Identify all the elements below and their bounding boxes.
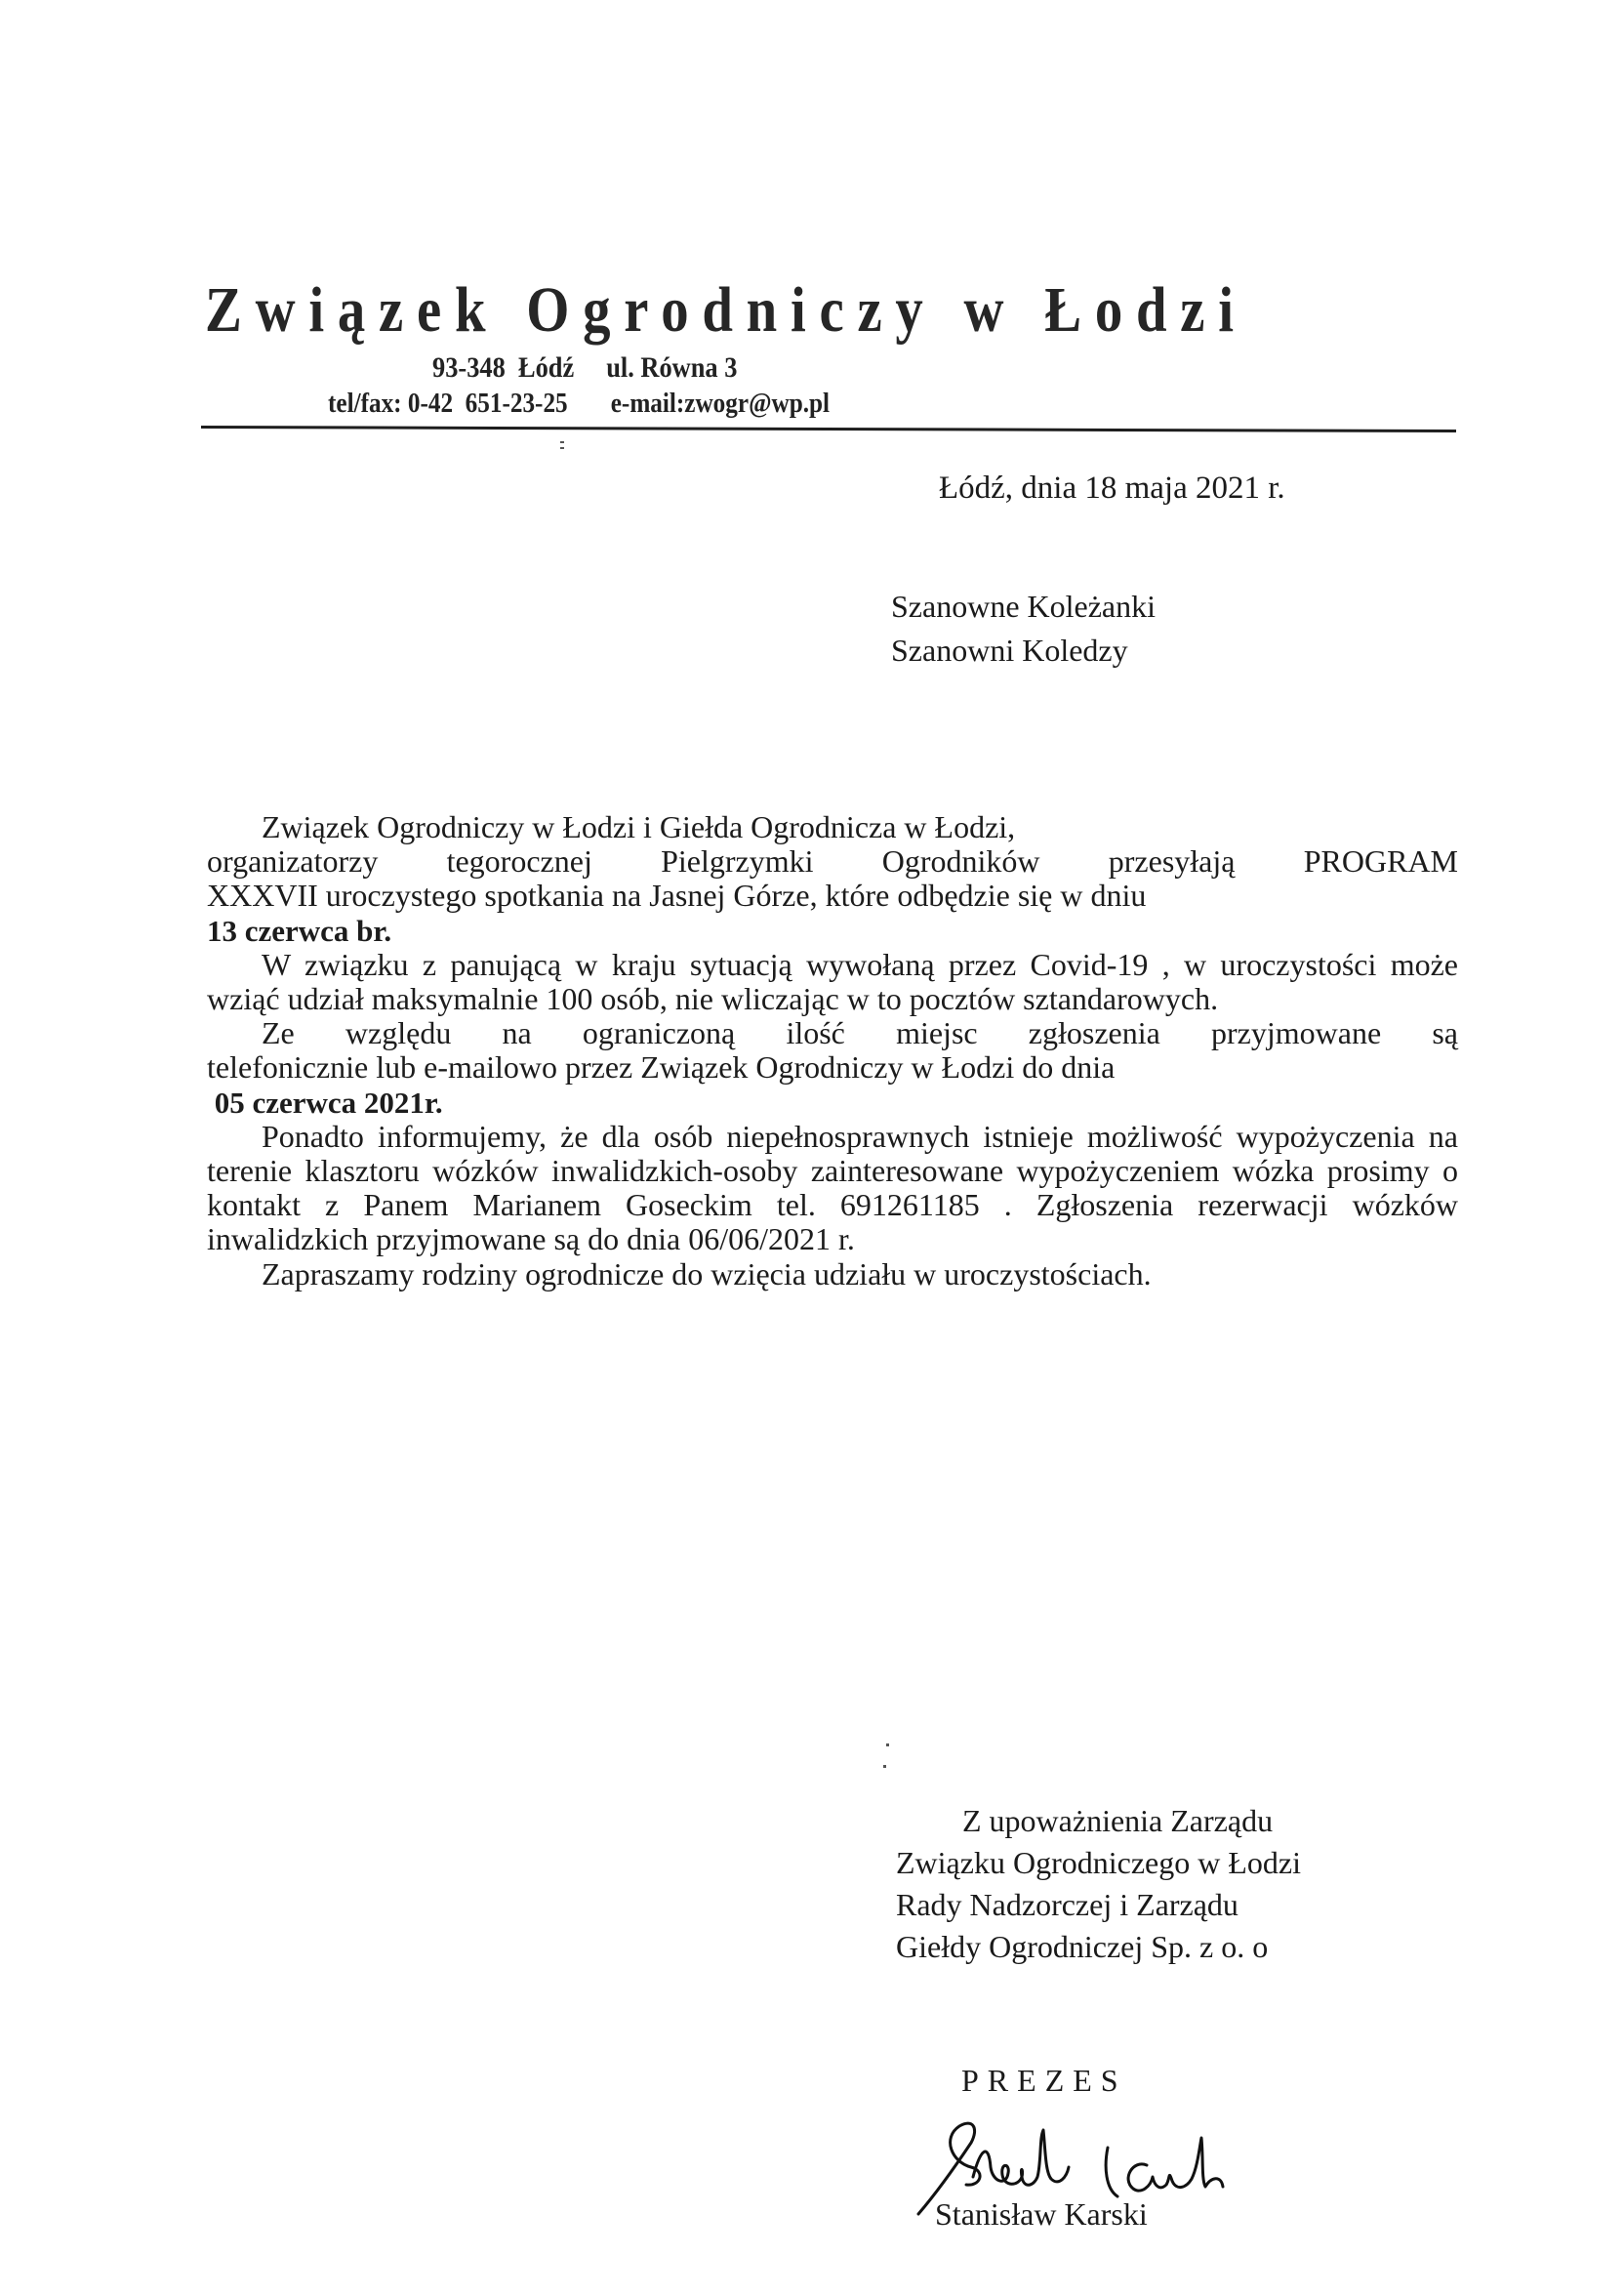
organization-contact: tel/fax: 0-42 651-23-25 e-mail:zwogr@wp.pl xyxy=(328,389,831,419)
registration-deadline: 05 czerwca 2021r. xyxy=(207,1085,443,1120)
closing-line: Rady Nadzorczej i Zarządu xyxy=(896,1887,1238,1922)
paragraph-wheelchairs: Ponadto informujemy, że dla osób niepełnosprawnych istnieje możliwość wypożyczenia na terenie klasztoru wózków inwalidzkich-osoby zainteresowane wypożyczeniem wózka prosimy o kontakt z Panem Marianem Goseckim tel. 691261185 . Zgłoszenia rezerwacji wózków inwalidzkich przyjmowane są do dnia 06/06/2021 r. xyxy=(207,1118,1458,1257)
closing-line: Z upoważnienia Zarządu xyxy=(962,1803,1274,1838)
body-line: Ze względu na ograniczoną ilość miejsc zgłoszenia przyjmowane są xyxy=(262,1015,1458,1051)
organization-address: 93-348 Łódź ul. Równa 3 xyxy=(432,351,738,384)
body-line: XXXVII uroczystego spotkania na Jasnej Górze, które odbędzie się w dniu xyxy=(207,878,1147,914)
closing-line: Giełdy Ogrodniczej Sp. z o. o xyxy=(896,1929,1269,1964)
signatory-name: Stanisław Karski xyxy=(935,2196,1148,2232)
body-line: telefonicznie lub e-mailowo przez Związek Ogrodniczy w Łodzi do dnia xyxy=(207,1049,1116,1086)
scan-speck xyxy=(560,447,564,449)
closing-line: Związku Ogrodniczego w Łodzi xyxy=(896,1845,1301,1880)
paragraph-invitation: Zapraszamy rodziny ogrodnicze do wzięcia udziału w uroczystościach. xyxy=(262,1255,1152,1292)
event-date: 13 czerwca br. xyxy=(207,913,392,948)
letter-body xyxy=(207,810,1458,1292)
organization-name: Związek Ogrodniczy w Łodzi xyxy=(205,274,1247,346)
paragraph-covid: W związku z panującą w kraju sytuacją wywołaną przez Covid-19 , w uroczystości może wziąć udział maksymalnie 100 osób, nie wliczając w to pocztów sztandarowych. xyxy=(207,946,1458,1017)
scan-speck xyxy=(883,1765,886,1768)
scan-speck xyxy=(560,441,564,443)
letter-date: Łódź, dnia 18 maja 2021 r. xyxy=(939,471,1285,506)
letterhead-divider xyxy=(201,426,1456,432)
body-line: Związek Ogrodniczy w Łodzi i Giełda Ogrodnicza w Łodzi, xyxy=(262,809,1016,844)
salutation-line: Szanowni Koledzy xyxy=(891,633,1128,668)
scan-speck xyxy=(886,1743,889,1746)
salutation-line: Szanowne Koleżanki xyxy=(891,589,1157,624)
body-line: organizatorzy tegorocznej Pielgrzymki Ogrodników przesyłają PROGRAM xyxy=(207,843,1458,880)
signatory-title: PREZES xyxy=(961,2063,1127,2098)
